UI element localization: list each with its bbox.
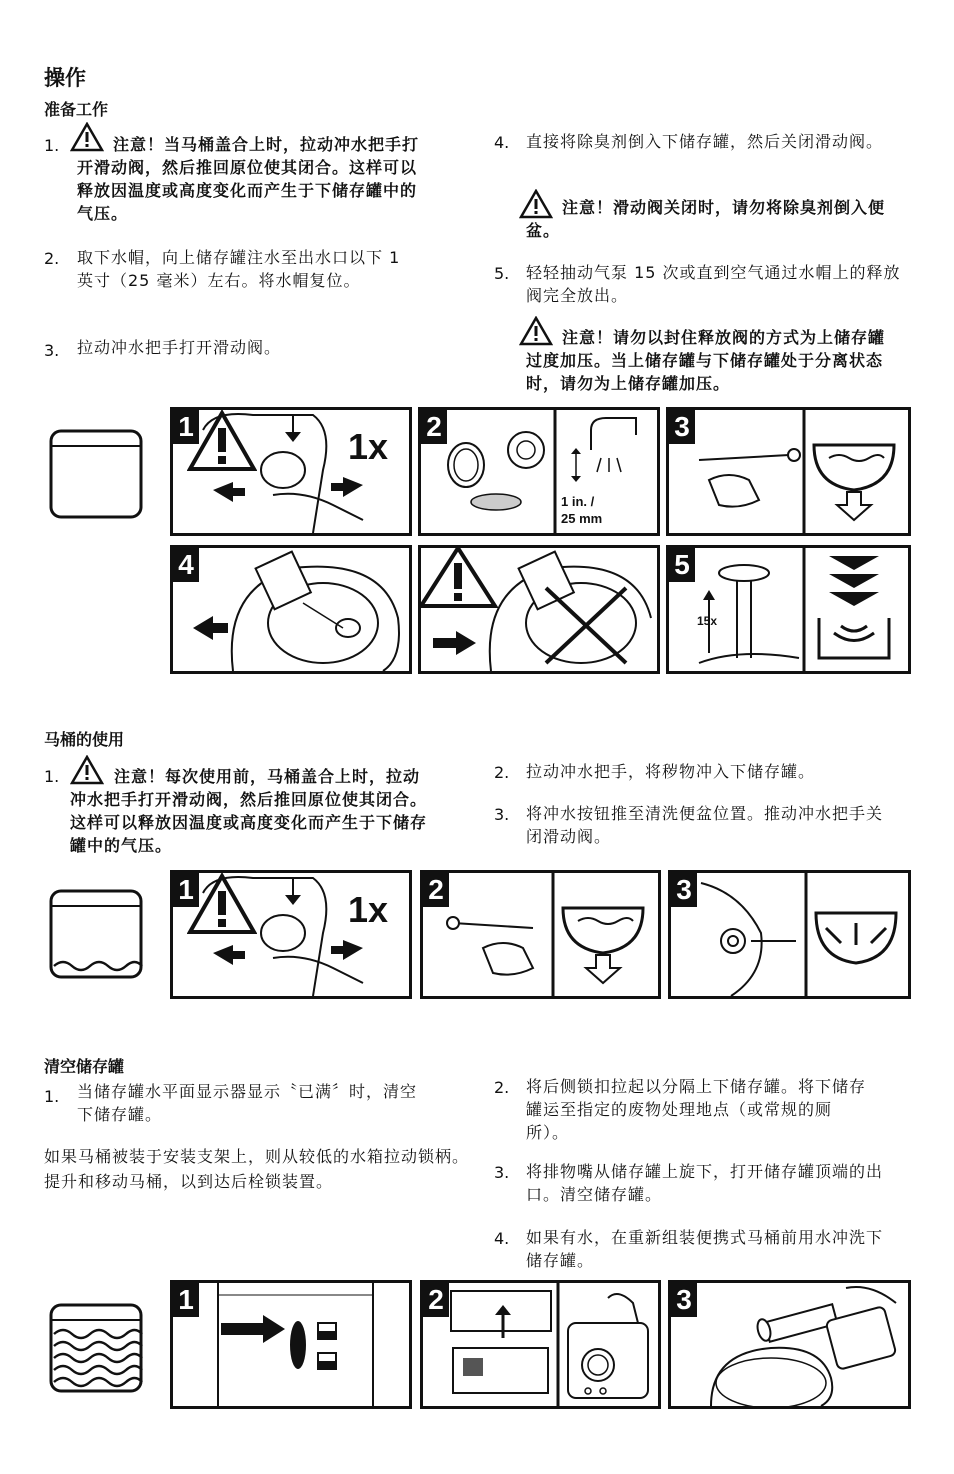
step-number: 1. [44, 767, 60, 786]
panel-number: 2 [423, 873, 449, 907]
pump-illustration [669, 548, 908, 671]
empty-into-toilet-illustration [671, 1283, 908, 1406]
panel-number: 2 [421, 410, 447, 444]
step-text: 直接将除臭剂倒入下储存罐，然后关闭滑动阀。 [526, 132, 884, 151]
step-text: 将后侧锁扣拉起以分隔上下储存罐。将下储存罐运至指定的废物处理地点（或常规的厕所）。 [526, 1077, 867, 1142]
step-number: 3. [494, 805, 510, 824]
panel-number: 3 [669, 410, 695, 444]
tank-full-icon [48, 1302, 144, 1394]
panel-number: 2 [423, 1283, 449, 1317]
pull-handle-illustration [669, 410, 908, 533]
warning-triangle-icon [418, 545, 498, 609]
figure-panel-3 [666, 407, 911, 536]
step-text: 如果有水，在重新组装便携式马桶前用水冲洗下储存罐。 [526, 1228, 884, 1270]
measure-label: 25 mm [561, 511, 603, 526]
figure-panel-use-2 [420, 870, 661, 999]
repeat-badge: 1x [348, 426, 389, 467]
pour-deodorant-illustration [173, 548, 409, 671]
step-number: 3. [494, 1163, 510, 1182]
step-text: 将冲水按钮推至清洗便盆位置。推动冲水把手关闭滑动阀。 [526, 804, 884, 846]
subsection-title-preparation: 准备工作 [44, 100, 109, 119]
flush-into-tank-illustration [423, 873, 658, 996]
warning-text: 注意！请勿以封住释放阀的方式为上储存罐过度加压。当上储存罐与下储存罐处于分离状态时，请勿为上储存罐加压。 [526, 328, 886, 393]
panel-number: 5 [669, 548, 695, 582]
rinse-bowl-illustration [671, 873, 908, 996]
figure-panel-empty-2 [420, 1280, 661, 1409]
step-number: 2. [494, 1078, 510, 1097]
figure-panel-use-1 [170, 870, 412, 999]
figure-panel-1 [170, 407, 412, 536]
section-title-empty: 清空储存罐 [44, 1057, 125, 1076]
separate-tanks-illustration [423, 1283, 658, 1406]
water-cap-illustration [421, 410, 657, 533]
step-number: 5. [494, 264, 510, 283]
section-title-operation: 操作 [44, 66, 86, 90]
step-number: 2. [494, 763, 510, 782]
panel-number: 1 [173, 1283, 199, 1317]
section-title-use: 马桶的使用 [44, 730, 125, 749]
pump-count-badge: 15x [697, 614, 718, 628]
level-indicator-illustration [173, 1283, 409, 1406]
panel-number: 3 [671, 1283, 697, 1317]
tank-empty-icon [48, 428, 144, 520]
figure-panel-4 [170, 545, 412, 674]
repeat-badge: 1x [348, 889, 389, 930]
step-number: 4. [494, 1229, 510, 1248]
step-text: 轻轻抽动气泵 15 次或直到空气通过水帽上的释放阀完全放出。 [526, 263, 901, 305]
panel-number: 3 [671, 873, 697, 907]
step-number: 4. [494, 133, 510, 152]
step-text: 拉动冲水把手打开滑动阀。 [77, 338, 282, 357]
figure-panel-4b [418, 545, 660, 674]
note-text: 如果马桶被装于安装支架上，则从较低的水箱拉动锁柄。提升和移动马桶，以到达后栓锁装置。 [44, 1147, 470, 1191]
warning-text: 注意！滑动阀关闭时，请勿将除臭剂倒入便盆。 [526, 198, 886, 240]
step-text: 取下水帽，向上储存罐注水至出水口以下 1 英寸（25 毫米）左右。将水帽复位。 [77, 248, 401, 290]
figure-panel-5 [666, 545, 911, 674]
figure-panel-2 [418, 407, 660, 536]
figure-panel-empty-1 [170, 1280, 412, 1409]
warning-triangle-icon [187, 873, 257, 935]
panel-number: 1 [173, 873, 199, 907]
figure-panel-empty-3 [668, 1280, 911, 1409]
panel-number: 1 [173, 410, 199, 444]
step-number: 2. [44, 249, 60, 268]
tank-partial-icon [48, 888, 144, 980]
step-text: 当储存罐水平面显示器显示〝已满〞时，清空下储存罐。 [77, 1082, 418, 1124]
step-number: 1. [44, 1087, 60, 1106]
step-text: 拉动冲水把手，将秽物冲入下储存罐。 [526, 762, 816, 781]
panel-number: 4 [173, 548, 199, 582]
warning-triangle-icon [187, 410, 257, 472]
step-text: 将排物嘴从储存罐上旋下，打开储存罐顶端的出口。清空储存罐。 [526, 1162, 884, 1204]
warning-text: 注意！每次使用前，马桶盖合上时，拉动冲水把手打开滑动阀，然后推回原位使其闭合。这样可以释放因温度或高度变化而产生于下储存罐中的气压。 [70, 767, 428, 855]
step-number: 1. [44, 136, 60, 155]
step-number: 3. [44, 341, 60, 360]
measure-label: 1 in. / [561, 494, 595, 509]
figure-panel-use-3 [668, 870, 911, 999]
warning-text: 注意！当马桶盖合上时，拉动冲水把手打开滑动阀，然后推回原位使其闭合。这样可以释放因温度或高度变化而产生于下储存罐中的气压。 [77, 135, 420, 223]
